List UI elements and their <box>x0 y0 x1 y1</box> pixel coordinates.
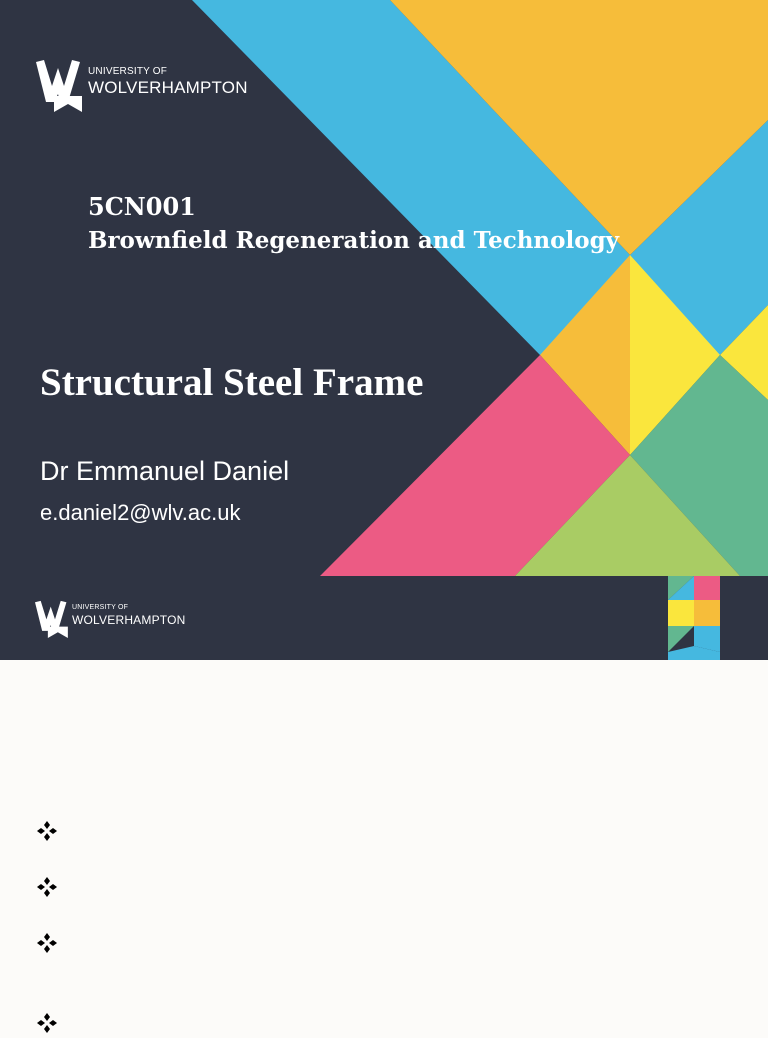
bullet-diamond-icon <box>36 932 58 954</box>
course-code: 5CN001 <box>88 192 196 221</box>
footer-logo-line2: WOLVERHAMPTON <box>72 613 186 627</box>
footer-university-logo <box>32 598 186 638</box>
slide-title: Structural Steel Frame <box>40 361 424 404</box>
logo-line2: WOLVERHAMPTON <box>88 78 248 97</box>
logo-mark-icon <box>32 56 82 112</box>
bullet-diamond-icon <box>36 820 58 842</box>
university-logo <box>32 56 248 112</box>
bullet-diamond-icon <box>36 876 58 898</box>
logo-line1: UNIVERSITY OF <box>88 66 168 77</box>
ribbon-bookmark-icon <box>668 576 720 660</box>
bullet-diamond-icon <box>36 1012 58 1034</box>
presenter-email: e.daniel2@wlv.ac.uk <box>40 500 241 525</box>
footer-logo-line1: UNIVERSITY OF <box>72 604 129 611</box>
footer-logo-mark-icon <box>32 598 68 638</box>
presenter-name: Dr Emmanuel Daniel <box>40 456 290 486</box>
course-title: Brownfield Regeneration and Technology <box>88 227 620 254</box>
